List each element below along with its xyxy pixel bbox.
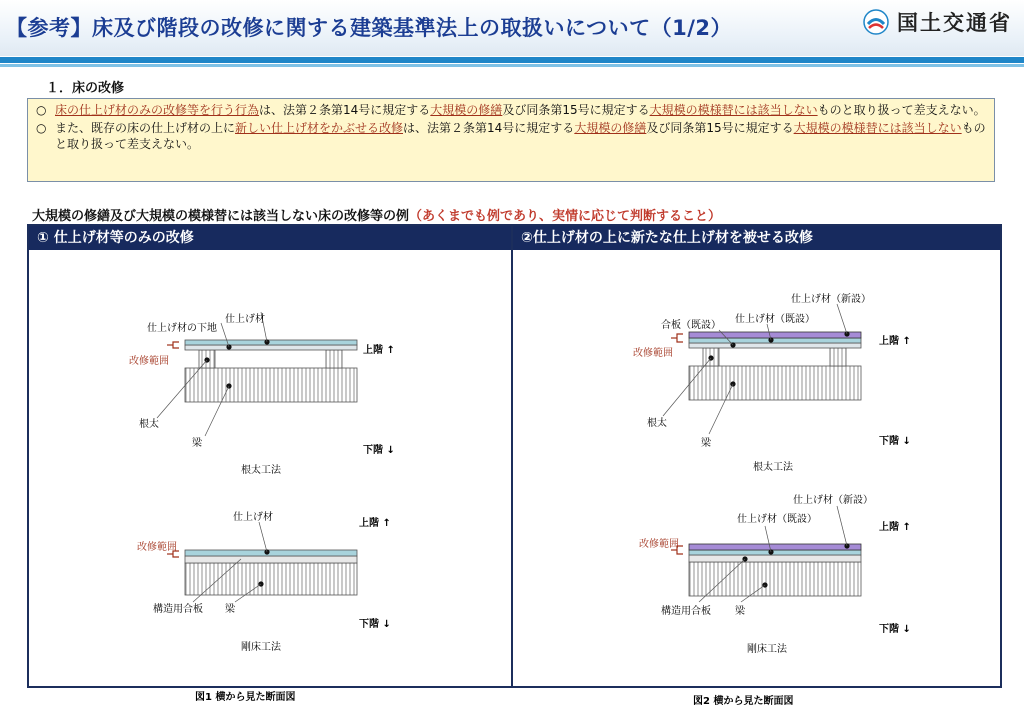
note-part: 新しい仕上げ材をかぶせる改修 bbox=[235, 121, 404, 135]
label-finish-new: 仕上げ材（新設） bbox=[791, 294, 871, 305]
label-plywood: 合板（既設） bbox=[661, 320, 721, 331]
finish-shape bbox=[185, 340, 357, 345]
note-bullet: ○ bbox=[36, 121, 47, 135]
finish-existing-shape bbox=[689, 550, 861, 555]
notes-box bbox=[27, 98, 995, 182]
note-text bbox=[55, 103, 986, 117]
header-bar-thin bbox=[0, 64, 1024, 67]
note-item bbox=[36, 120, 986, 152]
note-part: 及び同条第15号に規定する bbox=[502, 103, 650, 117]
finish-shape bbox=[185, 550, 357, 556]
label-range: 改修範囲 bbox=[639, 539, 679, 550]
logo-text: 国土交通省 bbox=[897, 11, 1012, 35]
label-finish-new: 仕上げ材（新設） bbox=[793, 495, 873, 506]
figure-rigid-1 bbox=[137, 510, 391, 653]
label-plywood: 構造用合板 bbox=[661, 606, 711, 617]
note-part: は、法第２条第14号に規定する bbox=[403, 121, 575, 135]
label-up-floor: 上階 ↑ bbox=[879, 336, 911, 347]
examples-panel bbox=[27, 224, 1002, 707]
page-header bbox=[0, 0, 1024, 56]
beam-shape bbox=[689, 562, 861, 596]
note-part: 大規模の模様替には該当しない bbox=[793, 121, 962, 135]
figure-rigid-2 bbox=[639, 493, 911, 655]
diagram-column-1 bbox=[29, 250, 511, 703]
plywood-shape bbox=[689, 555, 861, 562]
plywood-shape bbox=[689, 343, 861, 348]
label-neda: 根太 bbox=[647, 418, 667, 429]
joist-right bbox=[830, 348, 846, 366]
column-header-2: ②仕上げ材の上に新たな仕上げ材を被せる改修 bbox=[513, 226, 1000, 250]
label-down-floor: 下階 ↓ bbox=[359, 619, 391, 630]
figure-caption-2: 図2 横から見た断面図 bbox=[693, 696, 794, 707]
label-down-floor: 下階 ↓ bbox=[879, 624, 911, 635]
examples-heading bbox=[32, 205, 721, 224]
label-beam: 梁 bbox=[701, 438, 711, 449]
finish-existing-shape bbox=[689, 338, 861, 343]
column-header-1: ① 仕上げ材等のみの改修 bbox=[29, 226, 511, 250]
note-part: 大規模の模様替には該当しない bbox=[649, 103, 818, 117]
label-range: 改修範囲 bbox=[633, 348, 673, 359]
figure-neda-1 bbox=[129, 312, 395, 476]
label-up-floor: 上階 ↑ bbox=[359, 518, 391, 529]
label-down-floor: 下階 ↓ bbox=[363, 445, 395, 456]
beam-shape bbox=[185, 563, 357, 595]
label-down-floor: 下階 ↓ bbox=[879, 436, 911, 447]
beam-shape bbox=[689, 366, 861, 400]
note-part: ものと取り扱って差支えない。 bbox=[817, 103, 986, 117]
examples-title: 大規模の修繕及び大規模の模様替には該当しない床の改修等の例 bbox=[32, 209, 410, 224]
caption-neda: 根太工法 bbox=[241, 465, 281, 476]
joist-right bbox=[326, 350, 342, 368]
label-finish: 仕上げ材 bbox=[233, 512, 273, 523]
note-item bbox=[36, 102, 986, 118]
note-part: 及び同条第15号に規定する bbox=[646, 121, 794, 135]
figure-caption-1: 図1 横から見た断面図 bbox=[195, 692, 296, 703]
note-part: また、既存の床の仕上げ材の上に bbox=[55, 121, 236, 135]
note-text bbox=[55, 121, 986, 151]
note-bullet: ○ bbox=[36, 103, 47, 117]
label-range: 改修範囲 bbox=[137, 542, 177, 553]
figure-neda-2 bbox=[633, 292, 911, 473]
note-part: 床の仕上げ材のみの改修等を行う行為 bbox=[55, 103, 260, 117]
note-part: は、法第２条第14号に規定する bbox=[259, 103, 431, 117]
label-beam: 梁 bbox=[225, 604, 235, 615]
caption-rigid: 剛床工法 bbox=[747, 644, 787, 655]
label-beam: 梁 bbox=[735, 606, 745, 617]
caption-neda: 根太工法 bbox=[753, 462, 793, 473]
label-range: 改修範囲 bbox=[129, 356, 169, 367]
beam-shape bbox=[185, 368, 357, 402]
header-bar bbox=[0, 57, 1024, 63]
mlit-logo-icon bbox=[863, 9, 889, 35]
label-finish-base: 仕上げ材の下地 bbox=[147, 323, 217, 334]
note-part: 大規模の修繕 bbox=[574, 121, 647, 135]
section-heading: １．床の改修 bbox=[46, 81, 125, 96]
label-finish-existing: 仕上げ材（既設） bbox=[737, 514, 817, 525]
label-beam: 梁 bbox=[192, 438, 202, 449]
finish-base-shape bbox=[185, 345, 357, 350]
label-neda: 根太 bbox=[139, 419, 159, 430]
label-up-floor: 上階 ↑ bbox=[879, 522, 911, 533]
note-part: ものと取り扱って差支えない。 bbox=[55, 121, 986, 151]
examples-note: （あくまでも例であり、実情に応じて判断すること） bbox=[409, 209, 722, 224]
label-up-floor: 上階 ↑ bbox=[363, 345, 395, 356]
diagram-column-2 bbox=[513, 250, 1000, 707]
plywood-shape bbox=[185, 556, 357, 563]
page-title: 【参考】床及び階段の改修に関する建築基準法上の取扱いについて（1/2） bbox=[6, 16, 732, 40]
finish-new-shape bbox=[689, 332, 861, 338]
label-finish-existing: 仕上げ材（既設） bbox=[735, 314, 815, 325]
label-finish: 仕上げ材 bbox=[225, 314, 265, 325]
caption-rigid: 剛床工法 bbox=[241, 642, 281, 653]
ministry-logo bbox=[863, 7, 1012, 37]
finish-new-shape bbox=[689, 544, 861, 550]
note-part: 大規模の修繕 bbox=[430, 103, 503, 117]
label-plywood: 構造用合板 bbox=[153, 604, 203, 615]
